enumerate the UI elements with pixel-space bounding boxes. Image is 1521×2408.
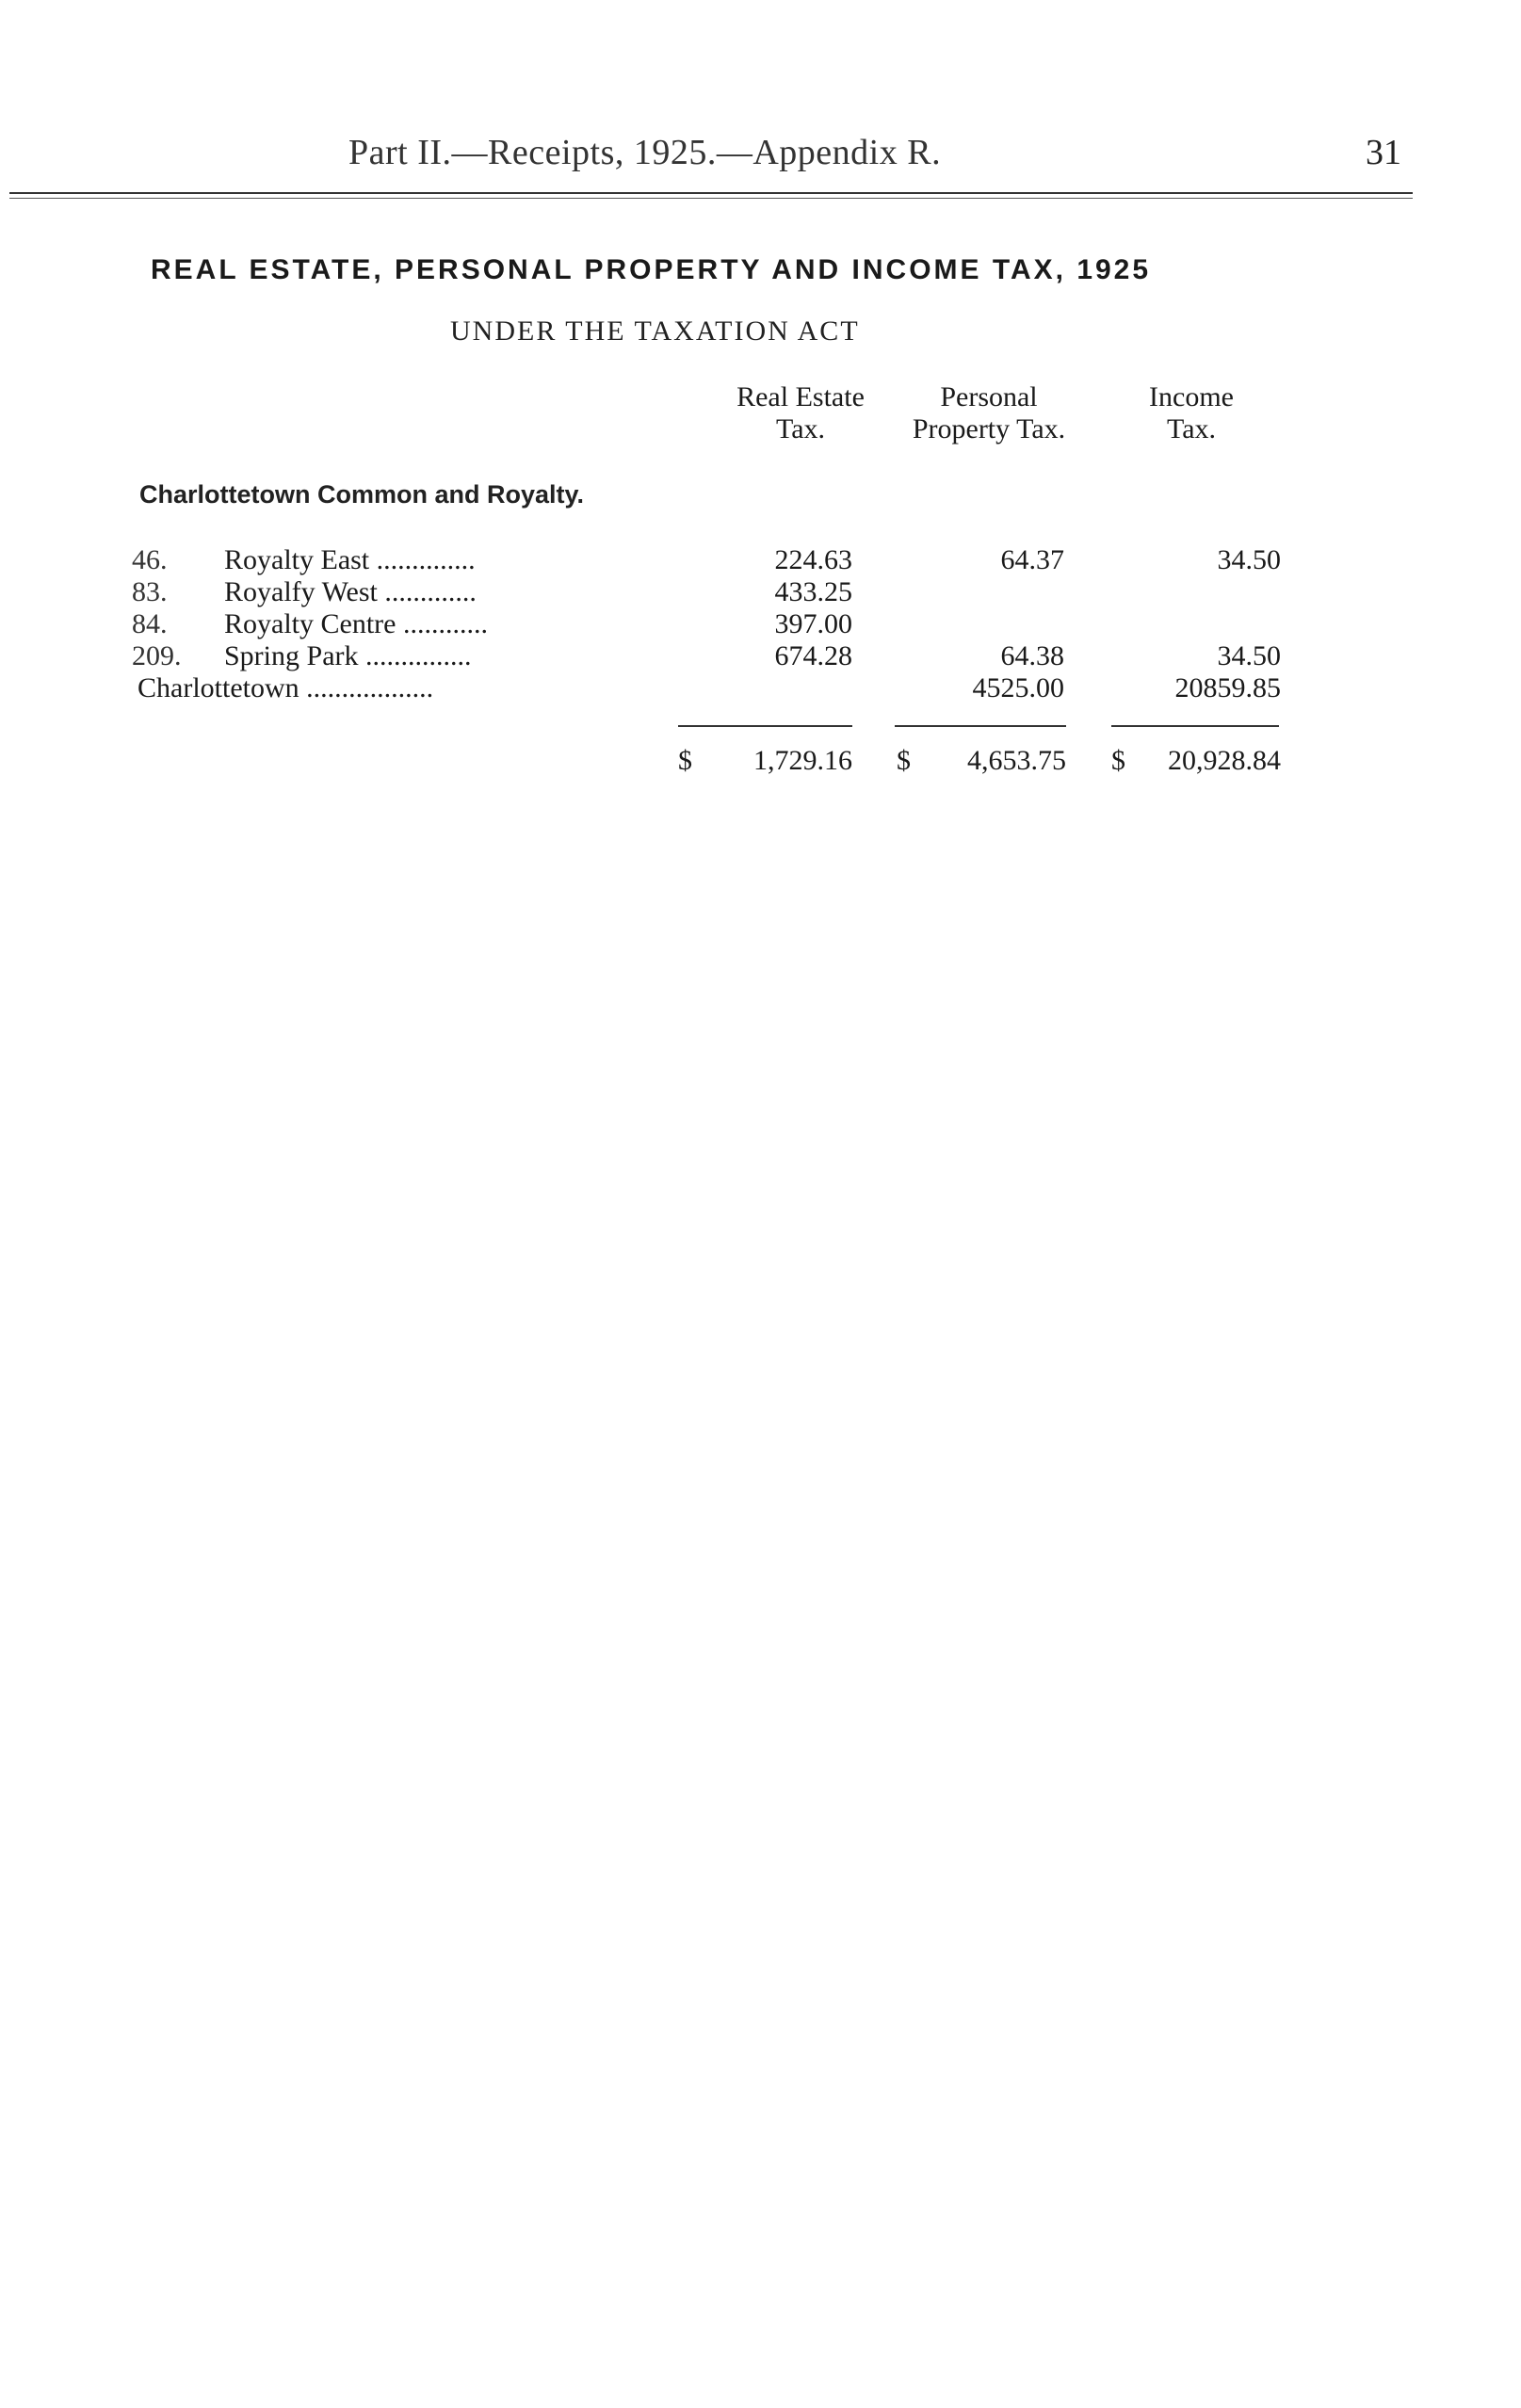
- row-number: 84.: [132, 608, 168, 639]
- row-name: Royalfy West .............: [224, 576, 477, 607]
- cell-real-estate: 674.28: [774, 640, 852, 671]
- total-rule-real-estate: [678, 725, 852, 727]
- cell-real-estate: 433.25: [774, 576, 852, 607]
- cell-real-estate: 224.63: [774, 544, 852, 575]
- column-header-line: Tax.: [1166, 413, 1217, 444]
- currency-sign: $: [897, 745, 911, 776]
- row-name: Spring Park ...............: [224, 640, 472, 671]
- row-name: Charlottetown ..................: [138, 672, 434, 703]
- table-row: [0, 576, 1521, 608]
- cell-real-estate: 397.00: [774, 608, 852, 639]
- table-row: [0, 608, 1521, 640]
- column-header-line: Property Tax.: [912, 413, 1066, 444]
- row-number: 209.: [132, 640, 182, 671]
- cell-income: 34.50: [1217, 640, 1281, 671]
- cell-income: 34.50: [1217, 544, 1281, 575]
- document-title: REAL ESTATE, PERSONAL PROPERTY AND INCOME TAX, 1925: [151, 254, 1152, 285]
- total-income: 20,928.84: [1168, 745, 1281, 776]
- total-real-estate: 1,729.16: [753, 745, 852, 776]
- table-row: [0, 640, 1521, 672]
- table-row: [0, 672, 1521, 704]
- document-subtitle: UNDER THE TAXATION ACT: [450, 315, 860, 347]
- cell-personal-property: 4525.00: [972, 672, 1064, 703]
- cell-personal-property: 64.37: [1000, 544, 1064, 575]
- cell-income: 20859.85: [1174, 672, 1281, 703]
- row-number: 83.: [132, 576, 168, 607]
- totals-row: [0, 742, 1521, 780]
- column-header-income: [1116, 381, 1267, 445]
- header-rule: [9, 192, 1413, 199]
- total-rule-income: [1111, 725, 1279, 727]
- total-personal-property: 4,653.75: [967, 745, 1066, 776]
- row-number: 46.: [132, 544, 168, 575]
- column-header-line: Real Estate: [736, 381, 865, 412]
- total-rule-personal-property: [895, 725, 1066, 727]
- running-head: Part II.—Receipts, 1925.—Appendix R.: [348, 133, 942, 172]
- column-header-line: Tax.: [775, 413, 826, 444]
- column-header-real-estate: [702, 381, 899, 445]
- currency-sign: $: [1111, 745, 1125, 776]
- section-heading: Charlottetown Common and Royalty.: [139, 480, 585, 509]
- column-header-line: Personal: [940, 381, 1038, 412]
- row-name: Royalty East ..............: [224, 544, 476, 575]
- table-row: [0, 544, 1521, 576]
- column-header-personal-property: [876, 381, 1102, 445]
- column-header-line: Income: [1149, 381, 1234, 412]
- row-name: Royalty Centre ............: [224, 608, 488, 639]
- cell-personal-property: 64.38: [1000, 640, 1064, 671]
- page-number: 31: [1366, 133, 1401, 172]
- currency-sign: $: [678, 745, 692, 776]
